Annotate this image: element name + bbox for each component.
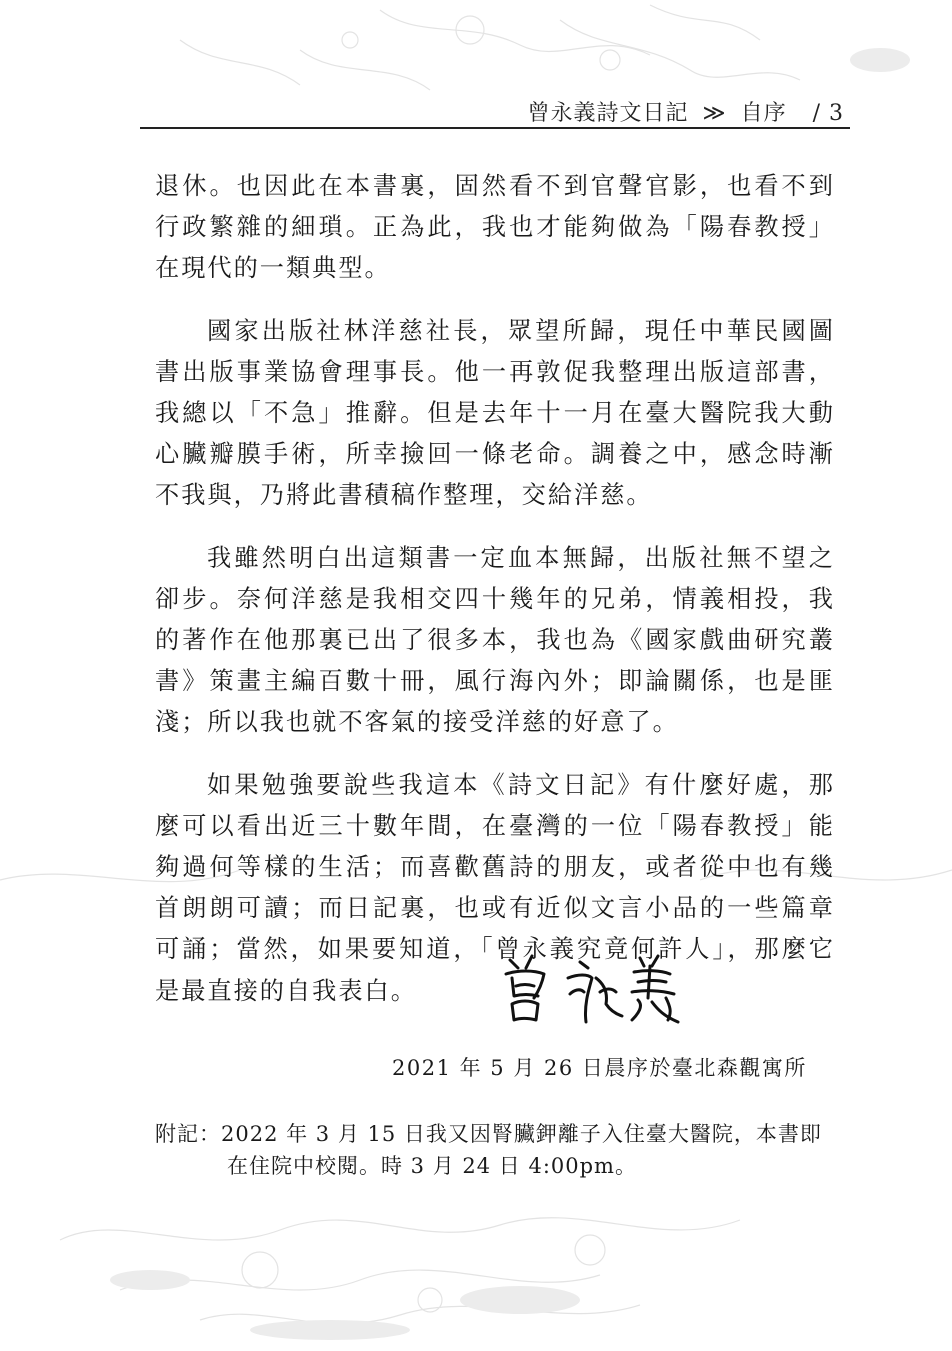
postscript	[155, 1118, 835, 1182]
paragraph: 我雖然明白出這類書一定血本無歸，出版社無不望之卻步。奈何洋慈是我相交四十幾年的兄弟，情義相投，我的著作在他那裏已出了很多本，我也為《國家戲曲研究叢書》策畫主編百數十冊，風行海內外；即論關係，也是匪淺；所以我也就不客氣的接受洋慈的好意了。	[155, 543, 835, 737]
paragraph: 國家出版社林洋慈社長，眾望所歸，現任中華民國圖書出版事業協會理事長。他一再敦促我整理出版這部書，我總以「不急」推辭。但是去年十一月在臺大醫院我大動心臟瓣膜手術，所幸撿回一條老命。調養之中，感念時漸不我與，乃將此書積稿作整理，交給洋慈。	[155, 316, 835, 510]
header-separator: ≫	[702, 101, 727, 126]
running-header	[528, 96, 844, 127]
page-slash: /	[812, 101, 821, 126]
date-line: 2021 年 5 月 26 日晨序於臺北森觀寓所	[392, 1056, 807, 1080]
preface-body	[155, 166, 835, 1033]
paragraph: 退休。也因此在本書裏，固然看不到官聲官影，也看不到行政繁雜的細瑣。正為此，我也才能夠做為「陽春教授」在現代的一類典型。	[155, 172, 835, 283]
book-title: 曾永義詩文日記	[527, 101, 689, 126]
section-name: 自序	[740, 101, 787, 126]
paragraph: 如果勉強要說些我這本《詩文日記》有什麼好處，那麼可以看出近三十數年間，在臺灣的一位「陽春教授」能夠過何等樣的生活；而喜歡舊詩的朋友，或者從中也有幾首朗朗可讀；而日記裏，也或有近似文言小品的一些篇章可誦；當然，如果要知道，「曾永義究竟何許人」，那麼它是最直接的自我表白。	[155, 770, 835, 1005]
postscript-line: 2022 年 3 月 15 日我又因腎臟鉀離子入住臺大醫院，本書即	[221, 1122, 822, 1146]
postscript-label: 附記：	[155, 1122, 221, 1146]
header-rule	[140, 127, 850, 129]
page-number: 3	[829, 101, 844, 126]
handwritten-signature	[488, 948, 688, 1028]
postscript-line: 在住院中校閱。時 3 月 24 日 4:00pm。	[227, 1154, 637, 1178]
